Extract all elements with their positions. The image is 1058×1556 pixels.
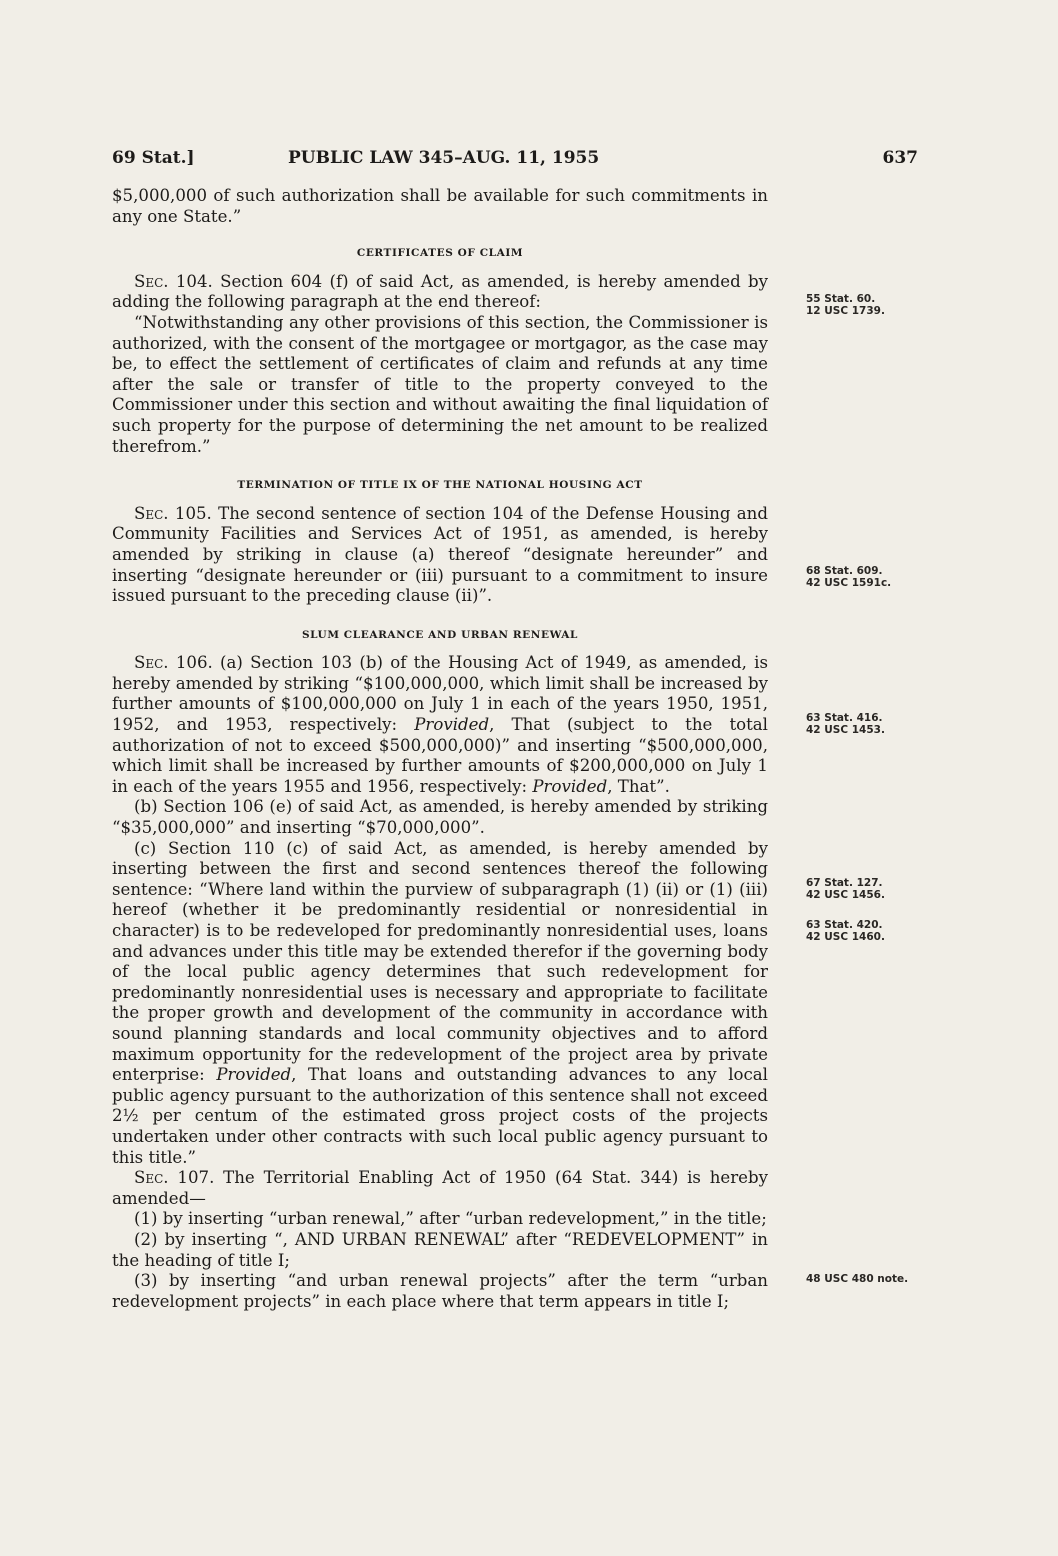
margin-citation: 42 USC 1460. (806, 931, 885, 943)
section-107-item-1: (1) by inserting “urban renewal,” after “urban redevelopment,” in the title; (134, 1209, 767, 1229)
margin-citation: 42 USC 1591c. (806, 577, 892, 589)
provided-italic: Provided (532, 776, 608, 796)
page-header (112, 148, 918, 172)
section-text: The Territorial Enabling Act of 1950 (64 Stat. 344) is hereby amended— (112, 1168, 769, 1208)
section-text: (a) Section 103 (b) of the Housing Act of 1949, as amended, is hereby amended by striking “$100,000,000, which limit shall be increased by further amounts of $100,000,000 on July 1 in each of the years 1950, 1951, 1952, and 1953, respectively: (112, 653, 768, 735)
margin-citation: 55 Stat. 60. (806, 293, 876, 305)
margin-citation: 48 USC 480 note. (806, 1273, 909, 1285)
margin-citation: 42 USC 1456. (806, 889, 885, 901)
section-104-quote: “Notwithstanding any other provisions of this section, the Commissioner is authorized, with the consent of the mortgagee or mortgagor, as the case may be, to effect the settlement of certificates of claim and refunds at any time after the sale or transfer of title to the property conveyed to the Commissioner under this section and without awaiting the final liquidation of such property for the purpose of determining the net amount to be realized therefrom.” (112, 312, 768, 456)
heading-certificates-of-claim: CERTIFICATES OF CLAIM (356, 247, 524, 260)
section-label: Sec. 105. (134, 503, 212, 523)
section-106-a (112, 653, 768, 797)
margin-note-sec-105 (806, 565, 936, 589)
heading-slum-clearance: SLUM CLEARANCE AND URBAN RENEWAL (301, 628, 579, 641)
provided-italic: Provided (216, 1065, 292, 1085)
margin-citation: 63 Stat. 420. (806, 919, 883, 931)
section-text: The second sentence of section 104 of the Defense Housing and Community Facilities and Services Act of 1951, as amended, is hereby amended by striking in clause (a) thereof “designate hereunder” and inserting “designate hereunder or (iii) pursuant to a commitment to insure issued pursuant to the preceding clause (ii)”. (112, 503, 768, 606)
section-105 (112, 504, 768, 607)
section-106-b: (b) Section 106 (e) of said Act, as amended, is hereby amended by striking “$35,000,000” and inserting “$70,000,000”. (112, 797, 768, 838)
margin-citation: 12 USC 1739. (806, 305, 885, 317)
page-number: 637 (882, 148, 918, 168)
section-text: Section 604 (f) of said Act, as amended, is hereby amended by adding the following paragraph at the end thereof: (112, 271, 768, 312)
section-text: (c) Section 110 (c) of said Act, as amended, is hereby amended by inserting between the first and second sentences thereof the following sentence: “Where land within the purview of subparagraph (1) (ii) or (1) (iii) hereof (whether it be predominantly residential or nonresidential in character) is to be redeveloped for predominantly nonresidential uses, loans and advances under this title may be extended therefor if the governing body of the local public agency determines that such redevelopment for predominantly nonresidential uses is necessary and appropriate to facilitate the proper growth and development of the community in accordance with sound planning standards and local community objectives and to afford maximum opportunity for the redevelopment of the project area by private enterprise: (112, 838, 768, 1085)
continuation-paragraph: $5,000,000 of such authorization shall be available for such commitments in any one State.” (112, 186, 768, 226)
section-107-item-2: (2) by inserting “, AND URBAN RENEWAL” after “REDEVELOPMENT” in the heading of title I; (112, 1229, 768, 1270)
section-106-c (112, 839, 768, 1169)
margin-note-sec-106a (806, 712, 936, 736)
margin-citation: 68 Stat. 609. (806, 565, 883, 577)
section-text: , That”. (607, 776, 670, 796)
section-label: Sec. 104. (134, 271, 213, 291)
section-107 (112, 1168, 768, 1209)
margin-citation: 63 Stat. 416. (806, 712, 883, 724)
section-text: , That (subject to the total authorization of not to exceed $500,000,000)” and inserting “$500,000,000, which limit shall be increased by further amounts of $200,000,000 on July 1 in each of the years 1955 and 1956, respectively: (112, 715, 768, 796)
provided-italic: Provided (414, 715, 490, 735)
section-104 (112, 272, 768, 313)
margin-citation: 42 USC 1453. (806, 724, 885, 736)
section-107-item-3: (3) by inserting “and urban renewal projects” after the term “urban redevelopment projects” in each place where that term appears in title I; (112, 1271, 768, 1311)
section-label: Sec. 107. (134, 1168, 215, 1188)
body-text (112, 186, 768, 1312)
volume-reference: 69 Stat.] (112, 148, 195, 168)
margin-note-sec-104 (806, 293, 936, 317)
heading-termination-title-ix: TERMINATION OF TITLE IX OF THE NATIONAL HOUSING ACT (237, 479, 643, 492)
margin-citation: 67 Stat. 127. (806, 877, 883, 889)
running-title: PUBLIC LAW 345–AUG. 11, 1955 (288, 148, 600, 168)
section-label: Sec. 106. (134, 653, 213, 673)
section-text: , That loans and outstanding advances to any local public agency pursuant to the authorization of this sentence shall not exceed 2½ per centum of the estimated gross project costs of the projects undertaken under other contracts with such local public agency pursuant to this title.” (112, 1065, 768, 1167)
margin-note-sec-107 (806, 1273, 936, 1285)
margin-note-sec-106c (806, 919, 936, 943)
margin-note-sec-106b (806, 877, 936, 901)
